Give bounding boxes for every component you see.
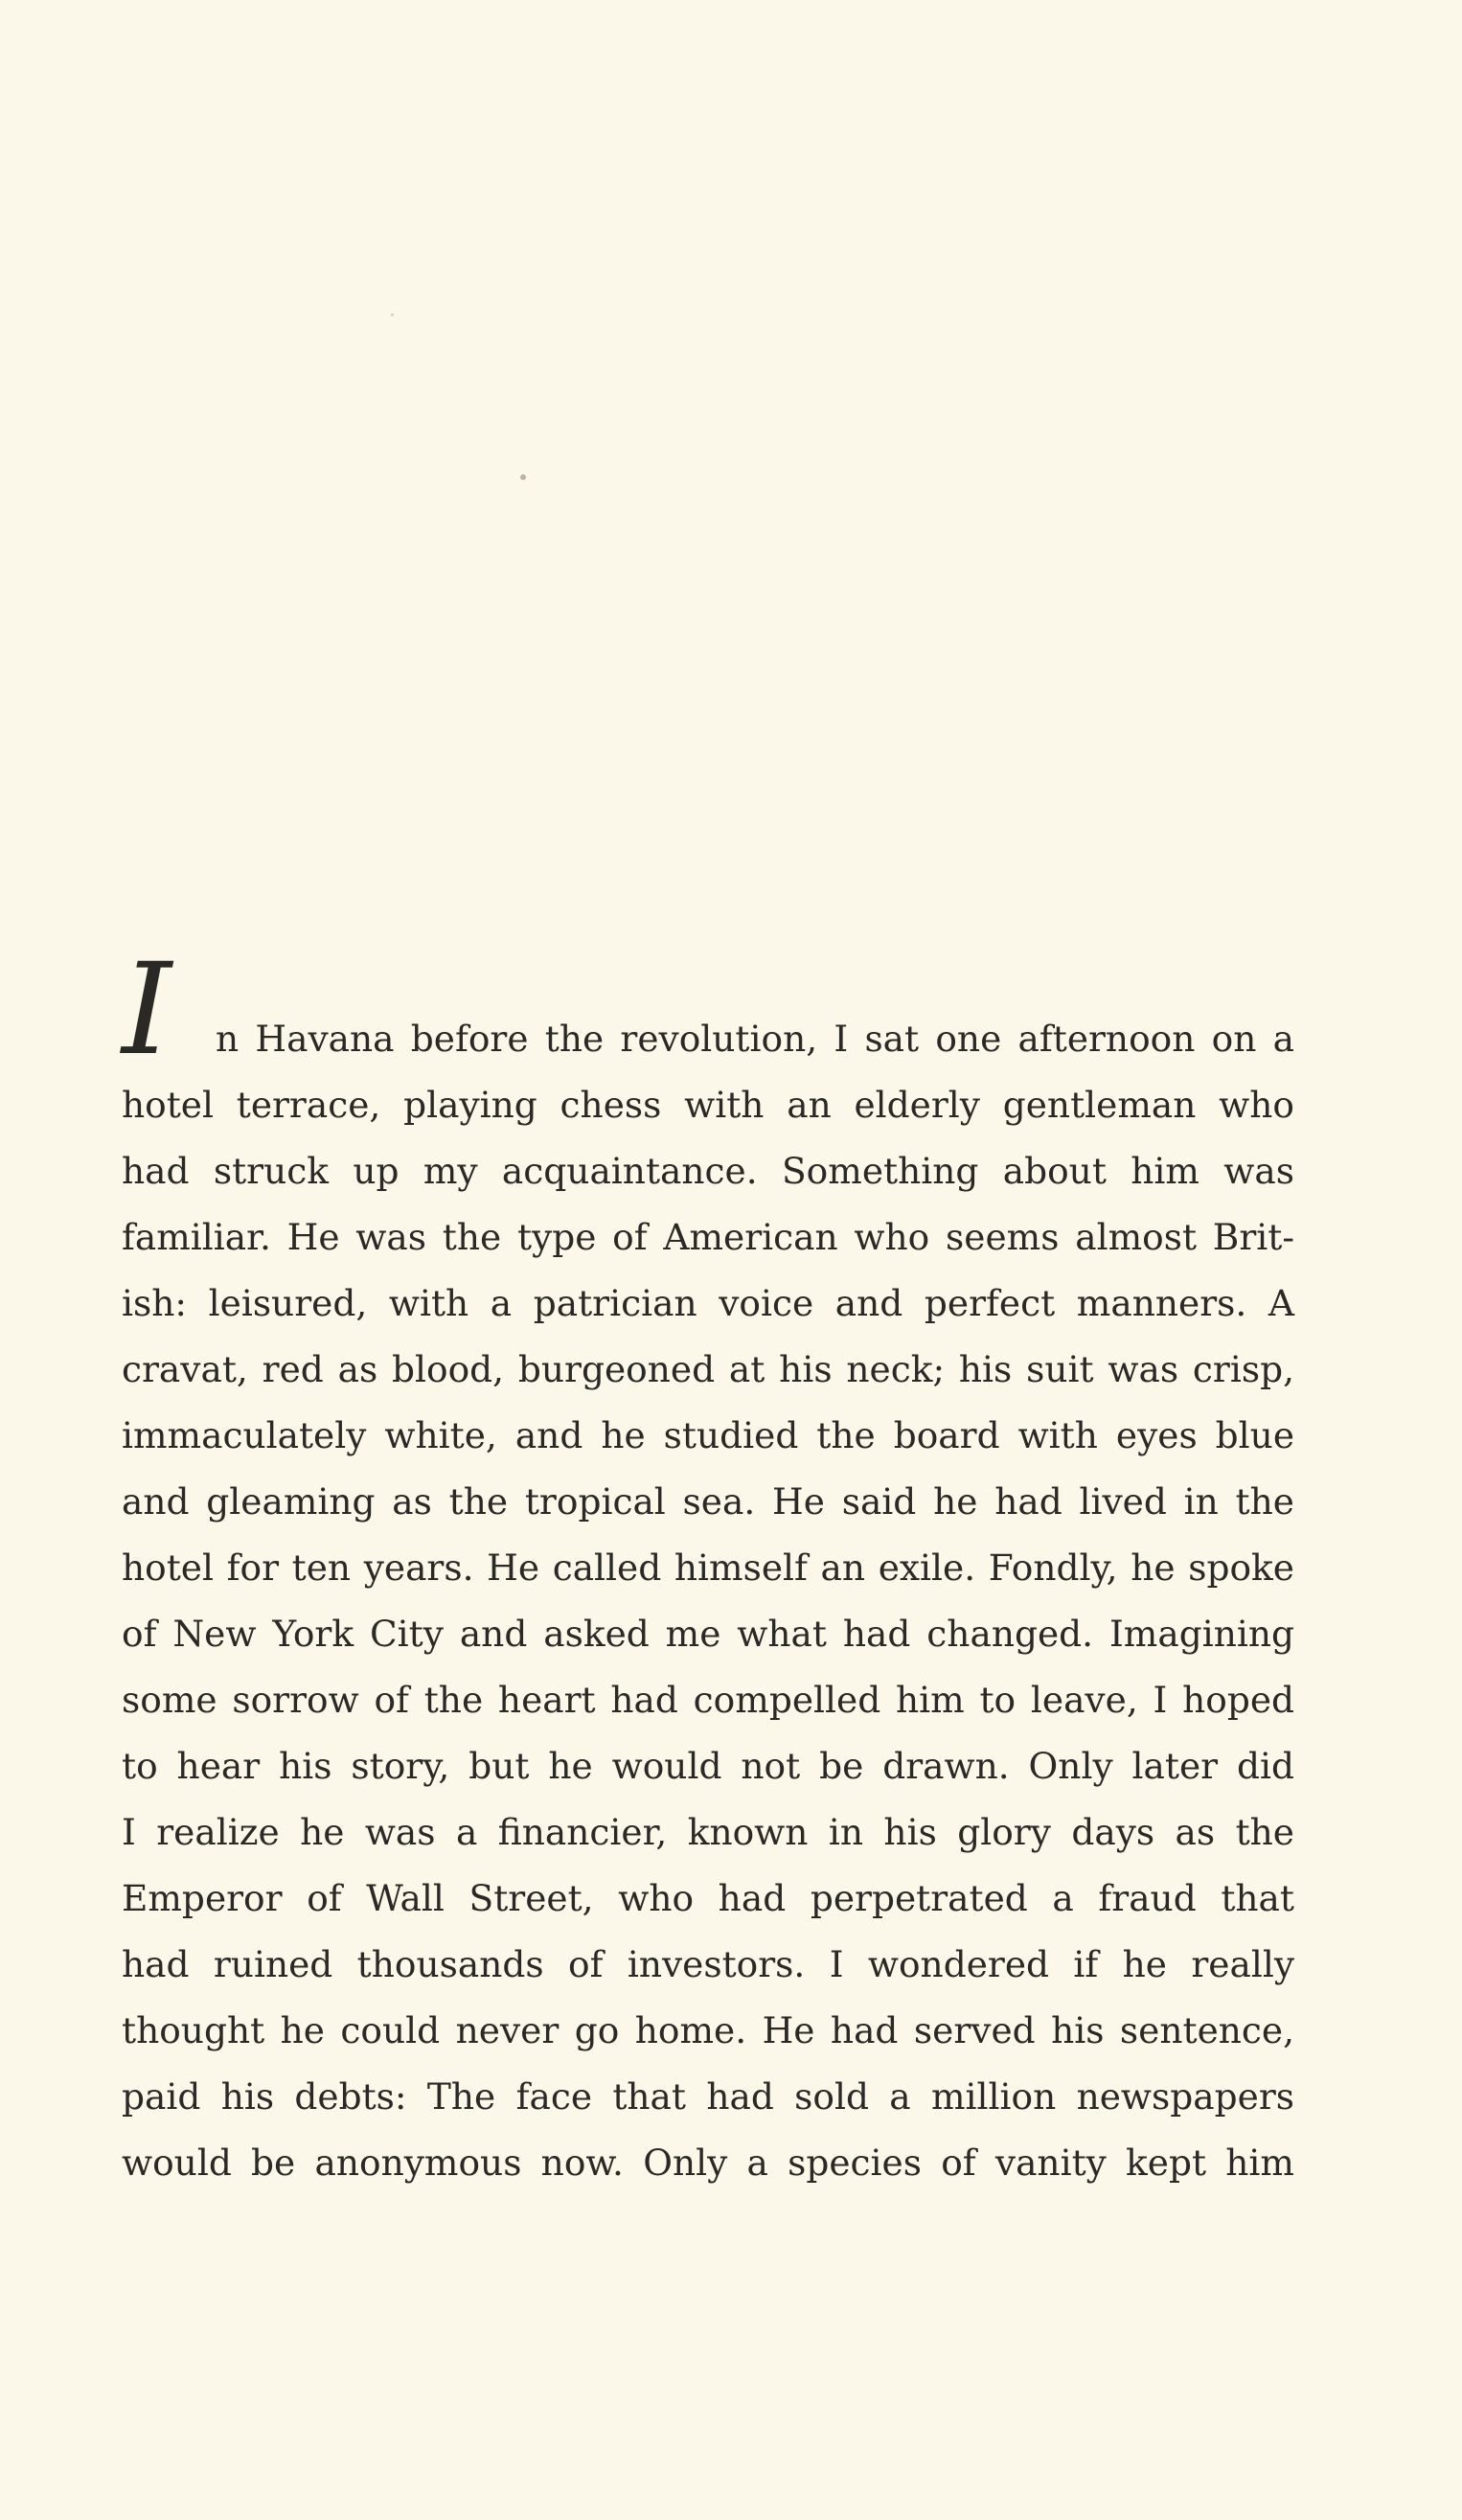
text-line: some sorrow of the heart had compelled him to leave, I hoped xyxy=(122,1679,1295,1721)
drop-cap: I xyxy=(122,936,172,1084)
text-line: I realize he was a financier, known in his glory days as the xyxy=(122,1811,1294,1853)
body-paragraph xyxy=(122,936,1295,2196)
text-line: would be anonymous now. Only a species of vanity kept him xyxy=(122,2142,1294,2184)
text-line: and gleaming as the tropical sea. He said he had lived in the xyxy=(122,1480,1294,1523)
text-line xyxy=(122,936,1294,1084)
text-line-content: n Havana before the revolution, I sat one afternoon on a xyxy=(216,1018,1294,1060)
text-line: cravat, red as blood, burgeoned at his neck; his suit was crisp, xyxy=(122,1348,1295,1390)
text-line: had struck up my acquaintance. Something about him was xyxy=(122,1150,1294,1192)
text-line: familiar. He was the type of American who seems almost Brit- xyxy=(122,1216,1295,1258)
text-line: hotel for ten years. He called himself an exile. Fondly, he spoke xyxy=(122,1546,1294,1589)
text-line: immaculately white, and he studied the board with eyes blue xyxy=(122,1414,1295,1456)
text-line: of New York City and asked me what had changed. Imagining xyxy=(122,1613,1295,1655)
text-line: hotel terrace, playing chess with an elderly gentleman who xyxy=(122,1084,1294,1126)
text-line: paid his debts: The face that had sold a million newspapers xyxy=(122,2075,1295,2118)
text-line: Emperor of Wall Street, who had perpetrated a fraud that xyxy=(122,1877,1294,1919)
text-line: ish: leisured, with a patrician voice and perfect manners. A xyxy=(122,1282,1294,1324)
text-line: to hear his story, but he would not be drawn. Only later did xyxy=(122,1745,1294,1787)
paper-speck xyxy=(520,474,526,480)
text-line: thought he could never go home. He had served his sentence, xyxy=(122,2009,1295,2051)
paper-speck xyxy=(391,313,394,316)
text-line: had ruined thousands of investors. I wondered if he really xyxy=(122,1943,1295,1985)
